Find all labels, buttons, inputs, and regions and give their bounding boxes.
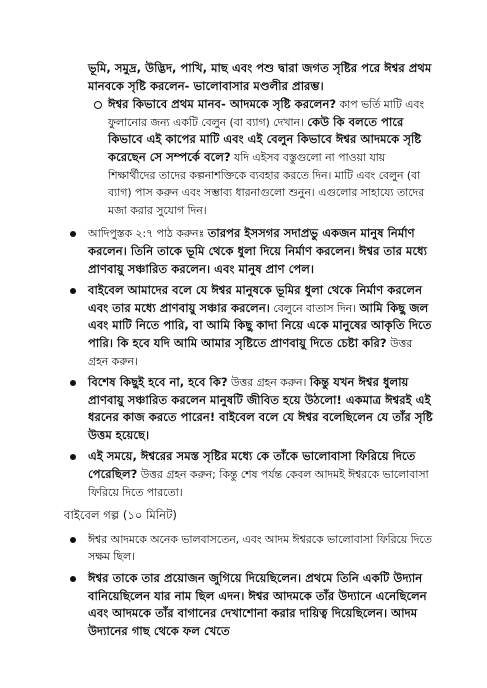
list-item: বিশেষ কিছুই হবে না, হবে কি? উত্তর গ্রহন করুন। কিন্তু যখন ঈশ্বর ধুলায় প্রাণবায়ু সঞ্চারিত করলেন মানুষটি জীবিত হয়ে উঠলো! একমাত্র ঈশ্বরই এই ধরনের কাজ করতে পারেন! বাইবেল বলে যে ঈশ্বর বলেছিলেন যে তাঁর সৃষ্টি উত্তম হয়েছে। [64,374,434,444]
bullet-dot-icon [70,576,76,582]
list-item: আদিপুস্তক ২:৭ পাঠ করুনঃ তারপর ইসসগর সদাপ্রভু একজন মানুষ নির্মাণ করলেন। তিনি তাকে ভূমি থেকে ধুলা দিয়ে নির্মাণ করলেন। ঈশ্বর তার মধ্যে প্রাণবায়ু সঞ্চারিত করলেন। এবং মানুষ প্রাণ পেল। [64,225,434,278]
story-bullet-list [64,531,434,641]
hollow-circle-bullet-icon [94,101,102,109]
bullet-dot-icon [70,231,76,237]
sub-item-adam-creation [64,96,434,219]
intro-paragraph: ভূমি, সমুদ্র, উদ্ভিদ, পাখি, মাছ এবং পশু দ্বারা জগত সৃষ্টির পরে ঈশ্বর প্রথম মানবকে সৃষ্টি করলেন- ভালোবাসার মণ্ডলীর প্রারম্ভ। [88,61,432,93]
bullet-dot-icon [70,537,76,543]
bullet-dot-icon [70,380,76,386]
instruction-text: যদি এইসব বস্তুগুলো না পাওয়া যায় শিক্ষার্থীদের তাদের কল্পনাশক্তিকে ব্যবহার করতে দিন। মাটি এবং বেলুন (বা ব্যাগ) পাস করুন এবং সম্ভাব্য ধারনাগুলো শুনুন। এগুলোর সাহায্যে তাদের মজা করার সুযোগ দিন। [108,150,425,217]
bullet-dot-icon [70,288,76,294]
list-item: ঈশ্বর তাকে তার প্রয়োজন জুগিয়ে দিয়েছিলেন। প্রথমে তিনি একটি উদ্যান বানিয়েছিলেন যার নাম ছিল এদন। ঈশ্বর আদমকে তাঁর উদ্যানে এনেছিলেন এবং আদমকে তাঁর বাগানের দেখাশোনা করার দায়িত্ব দিয়েছিলেন। আদম উদ্যানের গাছ থেকে ফল খেতে [64,570,434,640]
list-item: বাইবেল আমাদের বলে যে ঈশ্বর মানুষকে ভূমির ধুলা থেকে নির্মাণ করলেন এবং তার মধ্যে প্রাণবায়ু সঞ্চার করলেন। বেলুনে বাতাস দিন। আমি কিছু জল এবং মাটি নিতে পারি, বা আমি কিছু কাদা নিয়ে একে মানুষের আকৃতি দিতে পারি। কি হবে যদি আমি আমার সৃষ্টিতে প্রাণবায়ু দিতে চেষ্টা করি? উত্তর গ্রহন করুন। [64,282,434,370]
list-item: ঈশ্বর আদমকে অনেক ভালবাসতেন, এবং আদম ঈশ্বরকে ভালোবাসা ফিরিয়ে দিতে সক্ষম ছিল। [64,531,434,566]
question-text: কেউ কি বলতে পারে কিভাবে এই কাপের মাটি এবং এই বেলুন কিভাবে ঈশ্বর আদমকে সৃষ্টি করেছেন সে সম্পর্কে বলে? [108,114,422,164]
instruction-text: কাপ ভর্তি মাটি এবং ফুলানোর জন্য একটি বেলুন (বা ব্যাগ) দেখান। [108,98,425,129]
bullet-list [64,225,434,501]
question-text: ঈশ্বর কিভাবে প্রথম মানব- আদমকে সৃষ্টি করলেন? [108,97,337,112]
list-item: এই সময়ে, ঈশ্বরের সমস্ত সৃষ্টির মধ্যে কে তাঁকে ভালোবাসা ফিরিয়ে দিতে পেরেছিল? উত্তর গ্রহন করুন; কিন্তু শেষ পর্যন্ত কেবল আদমই ঈশ্বরকে ভালোবাসা ফিরিয়ে দিতে পারতো। [64,448,434,501]
lesson-content [64,60,434,644]
section-heading: বাইবেল গল্প (১০ মিনিট) [64,508,177,523]
bullet-dot-icon [70,454,76,460]
